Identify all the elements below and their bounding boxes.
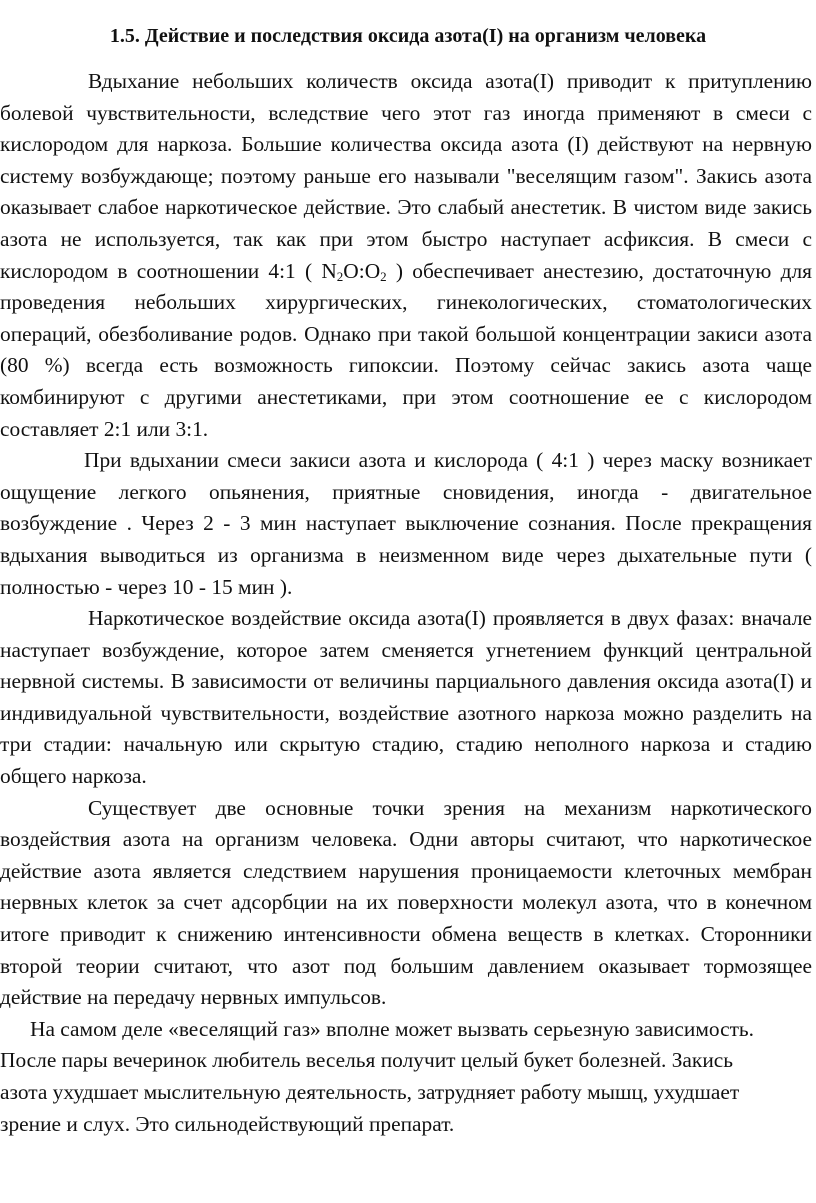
paragraph-2: При вдыхании смеси закиси азота и кислорода ( 4:1 ) через маску возникает ощущение легкого опьянения, приятные сновидения, иногда - двигательное возбуждение . Через 2 - 3 мин наступает выключение сознания. После прекращения вдыхания выводиться из организма в неизменном виде через дыхательные пути ( полностью - через 10 - 15 мин ). (0, 448, 812, 599)
paragraph-1-text-c: ) обеспечивает анестезию, достаточную для проведения небольших хирургических, гинекологических, стоматологических операций, обезболивание родов. Однако при такой большой концентрации закиси азота (80 %) всегда есть возможность гипоксии. Поэтому сейчас закись азота чаще комбинируют с другими анестетиками, при этом соотношение ее с кислородом составляет 2:1 или 3:1. (0, 258, 812, 441)
section-title: 1.5. Действие и последствия оксида азота(I) на организм человека (109, 25, 707, 47)
paragraph-3: Наркотическое воздействие оксида азота(I) проявляется в двух фазах: вначале наступает возбуждение, которое затем сменяется угнетением функций центральной нервной системы. В зависимости от величины парциального давления оксида азота(I) и индивидуальной чувствительности, воздействие азотного наркоза можно разделить на три стадии: начальную или скрытую стадию, стадию неполного наркоза и стадию общего наркоза. (0, 606, 812, 789)
paragraph-5: На самом деле «веселящий газ» вполне может вызвать серьезную зависимость. После пары вечеринок любитель веселья получит целый букет болезней. Закись азота ухудшает мыслительную деятельность, затрудняет работу мышц, ухудшает зрение и слух. Это сильнодействующий препарат. (0, 1016, 755, 1136)
paragraph-1-text-a: Вдыхание небольших количеств оксида азота(I) приводит к притуплению болевой чувствительности, вследствие чего этот газ иногда применяют в смеси с кислородом для наркоза. Большие количества оксида азота (I) действуют на нервную систему возбуждающе; поэтому раньше его называли "веселящим газом". Закись азота оказывает слабое наркотическое действие. Это слабый анестетик. В чистом виде закись азота не используется, так как при этом быстро наступает асфиксия. В смеси с кислородом в соотношении 4:1 ( N (0, 69, 812, 283)
document-body (0, 66, 812, 1140)
paragraph-1-text-b: O:O (343, 258, 381, 283)
subscript-2-oxygen: 2 (380, 268, 387, 284)
paragraph-1 (0, 66, 812, 445)
paragraph-4: Существует две основные точки зрения на механизм наркотического воздействия азота на организм человека. Одни авторы считают, что наркотическое действие азота является следствием нарушения проницаемости клеточных мембран нервных клеток за счет адсорбции на их поверхности молекул азота, что в конечном итоге приводит к снижению интенсивности обмена веществ в клетках. Сторонники второй теории считают, что азот под большим давлением оказывает тормозящее действие на передачу нервных импульсов. (0, 795, 812, 1010)
subscript-2-nitrogen: 2 (336, 268, 344, 284)
